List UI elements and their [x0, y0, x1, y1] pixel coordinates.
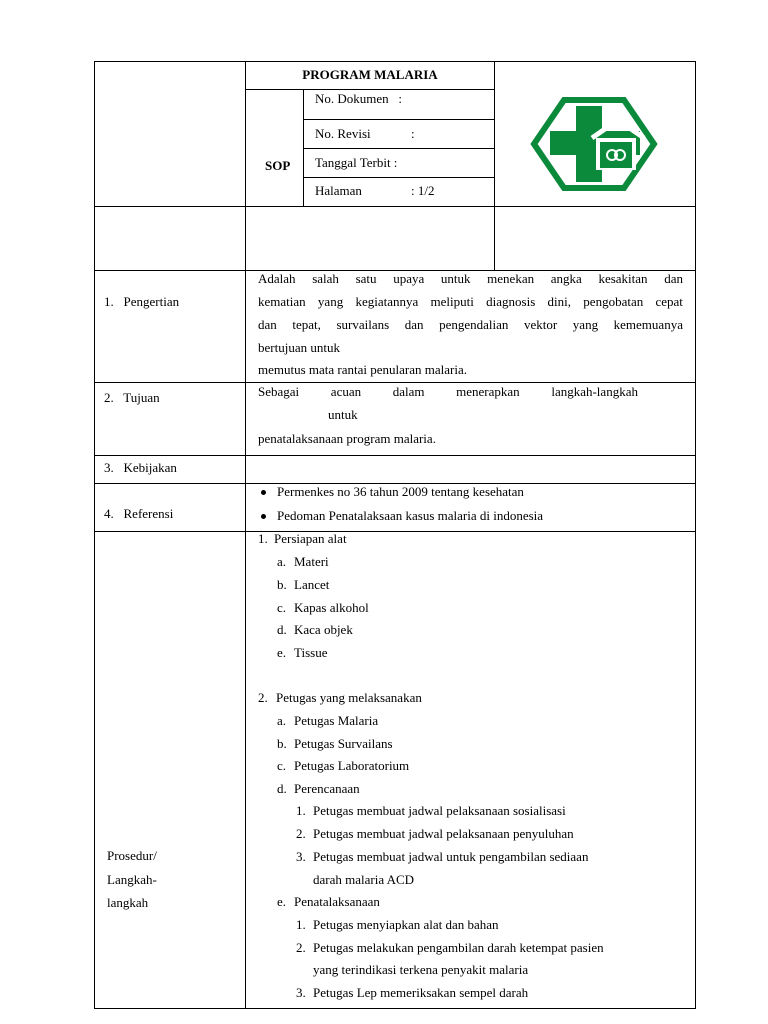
list-marker: b.: [277, 577, 287, 592]
list-item: Lancet: [294, 577, 330, 592]
list-item: darah malaria ACD: [313, 872, 415, 887]
list-item: Petugas Survailans: [294, 736, 393, 751]
tanggal-terbit-label: Tanggal Terbit :: [315, 155, 398, 170]
puskesmas-logo-icon: [530, 96, 658, 192]
list-marker: 1.: [258, 531, 268, 546]
bullet-icon: [261, 514, 266, 519]
no-dokumen-label: No. Dokumen :: [315, 91, 403, 106]
list-item: Petugas Laboratorium: [294, 758, 410, 773]
tujuan-text-line: penatalaksanaan program malaria.: [258, 431, 436, 446]
list-item: Kaca objek: [294, 622, 353, 637]
list-marker: 3.: [296, 849, 306, 864]
list-marker: e.: [277, 645, 287, 660]
referensi-label: 4. Referensi: [104, 506, 174, 521]
list-item: Petugas membuat jadwal untuk pengambilan sediaan: [313, 849, 589, 864]
pengertian-text-line: dan tepat, survailans dan pengendalian vektor yang kememuanya: [258, 317, 683, 332]
list-item: Petugas Lep memeriksakan sempel darah: [313, 985, 529, 1000]
list-item: Petugas membuat jadwal pelaksanaan sosialisasi: [313, 803, 566, 818]
list-marker: c.: [277, 600, 287, 615]
list-item: Petugas yang melaksanakan: [276, 690, 422, 705]
referensi-item: Pedoman Penatalaksaan kasus malaria di indonesia: [277, 508, 544, 523]
list-marker: a.: [277, 713, 287, 728]
list-marker: d.: [277, 622, 287, 637]
halaman-value: : 1/2: [411, 183, 435, 198]
list-marker: 1.: [296, 917, 306, 932]
pengertian-text-line: Adalah salah satu upaya untuk menekan angka kesakitan dan: [258, 271, 683, 286]
list-item: Petugas melakukan pengambilan darah ketempat pasien: [313, 940, 604, 955]
pengertian-text-line: bertujuan untuk: [258, 340, 340, 355]
prosedur-label: Langkah-: [107, 872, 157, 887]
tujuan-label: 2. Tujuan: [104, 390, 160, 405]
list-marker: d.: [277, 781, 287, 796]
no-revisi-label: No. Revisi: [315, 126, 371, 141]
sop-label: SOP: [265, 158, 291, 173]
tujuan-text-line: Sebagai acuan dalam menerapkan langkah-langkah: [258, 384, 638, 399]
list-item: Materi: [294, 554, 329, 569]
no-revisi-colon: :: [411, 126, 415, 141]
halaman-label: Halaman: [315, 183, 362, 198]
prosedur-label: Prosedur/: [107, 848, 157, 863]
list-marker: c.: [277, 758, 287, 773]
list-marker: 2.: [258, 690, 268, 705]
page-title: PROGRAM MALARIA: [302, 67, 438, 82]
pengertian-text-line: memutus mata rantai penularan malaria.: [258, 362, 467, 377]
list-marker: 1.: [296, 803, 306, 818]
list-marker: e.: [277, 894, 287, 909]
list-item: yang terindikasi terkena penyakit malaria: [313, 962, 529, 977]
bullet-icon: [261, 490, 266, 495]
list-marker: 2.: [296, 940, 306, 955]
list-item: Persiapan alat: [274, 531, 347, 546]
list-item: Tissue: [294, 645, 328, 660]
list-marker: b.: [277, 736, 287, 751]
pengertian-text-line: kematian yang kegiatannya meliputi diagnosis dini, pengobatan cepat: [258, 294, 683, 309]
list-item: Petugas Malaria: [294, 713, 379, 728]
list-marker: 3.: [296, 985, 306, 1000]
referensi-item: Permenkes no 36 tahun 2009 tentang kesehatan: [277, 484, 524, 499]
list-item: Kapas alkohol: [294, 600, 369, 615]
list-item: Petugas membuat jadwal pelaksanaan penyuluhan: [313, 826, 574, 841]
list-marker: 2.: [296, 826, 306, 841]
list-marker: a.: [277, 554, 287, 569]
kebijakan-label: 3. Kebijakan: [104, 460, 177, 475]
pengertian-label: 1. Pengertian: [104, 294, 180, 309]
list-item: Perencanaan: [294, 781, 360, 796]
tujuan-text-line: untuk: [328, 407, 358, 422]
prosedur-label: langkah: [107, 895, 149, 910]
list-item: Penatalaksanaan: [294, 894, 380, 909]
list-item: Petugas menyiapkan alat dan bahan: [313, 917, 499, 932]
